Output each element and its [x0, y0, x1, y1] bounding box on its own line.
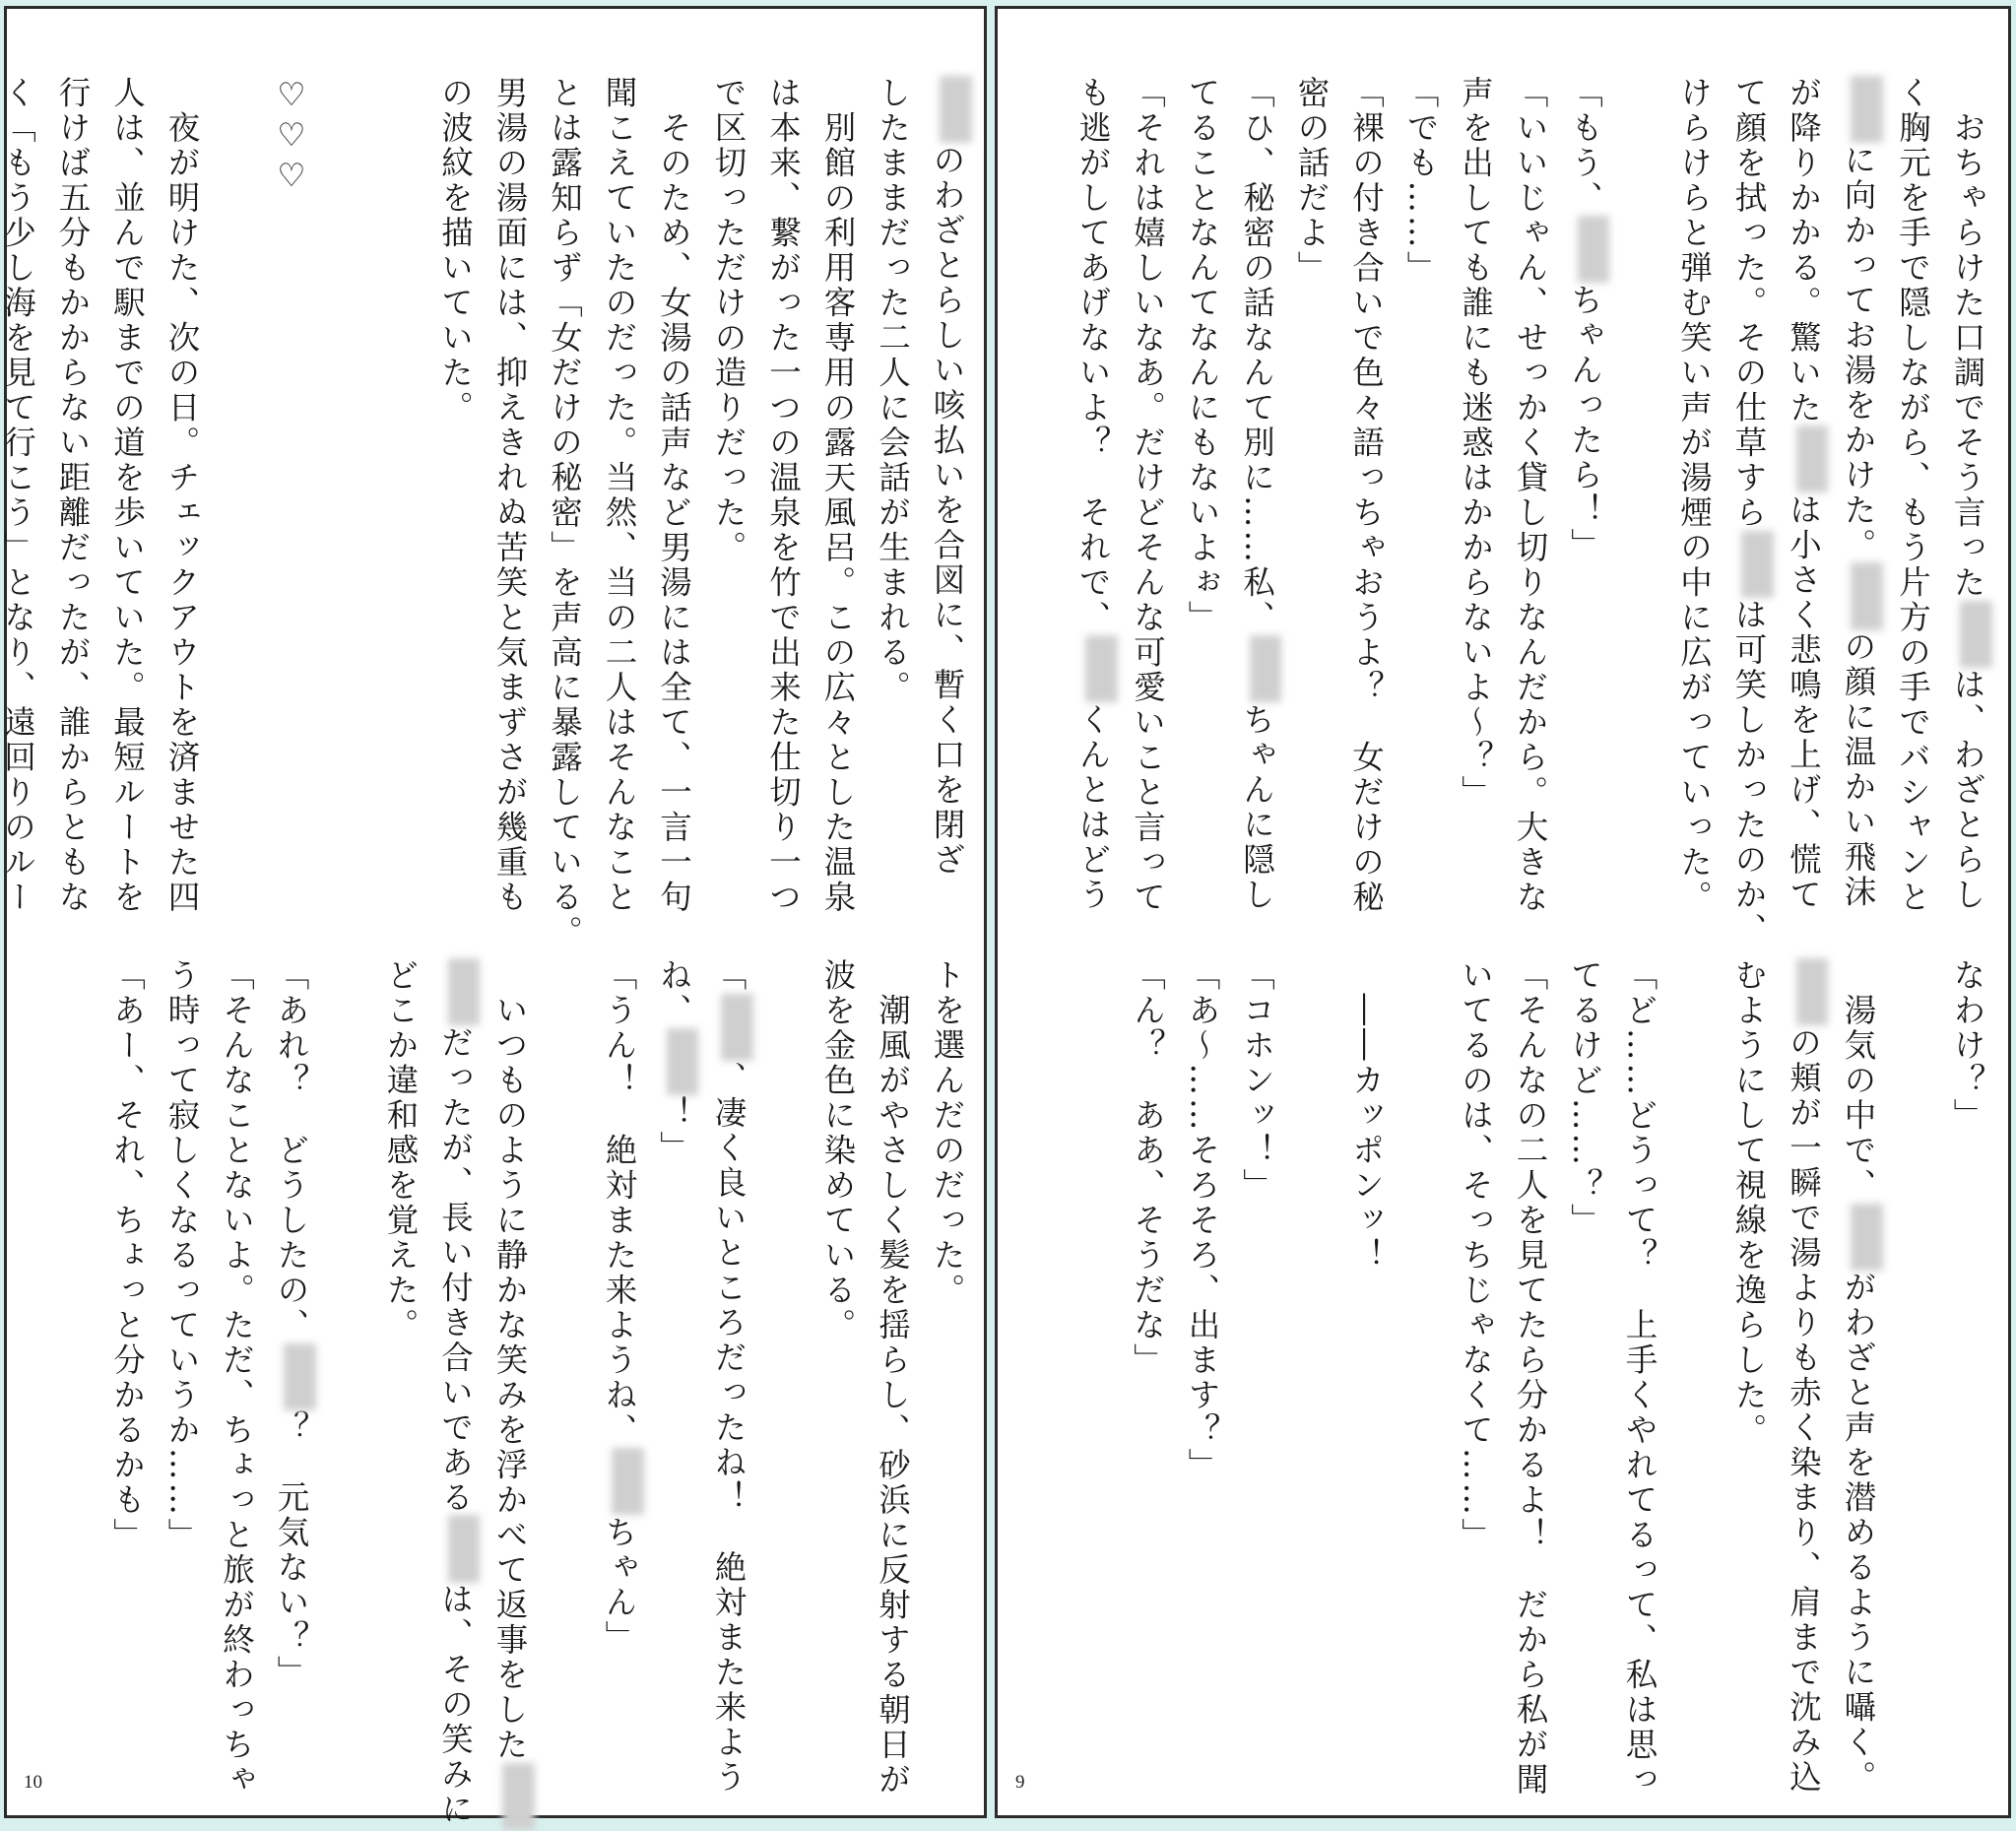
blank-line — [1284, 958, 1339, 1766]
text-line: 聞こえていたのだった。当然、当の二人はそんなこと — [601, 76, 638, 915]
text-line: 「あれ？ どうしたの、？ 元気ない？」 — [264, 958, 319, 1766]
redacted-name — [1578, 216, 1610, 283]
text-line: 行けば五分もかからない距離だったが、誰からともな — [54, 76, 92, 915]
text-line: 「そんなの二人を見てたら分かるよ！ だから私が聞 — [1512, 958, 1549, 1798]
text-line: は本来、繋がった一つの温泉を竹で出来た仕切り一つ — [764, 76, 803, 915]
text-line: ね、！」 — [646, 958, 701, 1766]
text-line: おちゃらけた口調でそう言ったは、わざとらし — [1940, 76, 1995, 883]
text-line: 湯気の中で、がわざと声を潜めるように囁く。 — [1831, 958, 1886, 1766]
page-number-right: 9 — [1015, 1772, 1025, 1793]
redacted-name — [448, 958, 481, 1025]
text-line: 夜が明けた、次の日。チェックアウトを済ませた四 — [163, 76, 201, 915]
text-line: てることなんてなんにもないよぉ」 — [1184, 76, 1221, 635]
text-line: どこか違和感を覚えた。 — [382, 958, 420, 1343]
redacted-name — [1741, 531, 1774, 598]
text-line: く胸元を手で隠しながら、もう片方の手でバシャンと — [1894, 76, 1932, 915]
left-page-top-text — [0, 76, 974, 950]
text-line: 「あー、それ、ちょっと分かるかも」 — [108, 958, 147, 1553]
page-number-left: 10 — [24, 1772, 42, 1793]
text-line: 男湯の湯面には、抑えきれぬ苦笑と気まずさが幾重も — [491, 76, 529, 915]
text-line: 潮風がやさしく髪を揺らし、砂浜に反射する朝日が — [874, 958, 912, 1798]
blank-line — [537, 958, 592, 1766]
text-line: 「でも……」 — [1402, 76, 1440, 286]
text-line: が降りかかる。驚いたは小さく悲鳴を上げ、慌て — [1776, 76, 1831, 883]
text-line: 「うん！ 絶対また来ようね、ちゃん」 — [592, 958, 647, 1766]
blank-line — [318, 958, 373, 1766]
text-line: 人は、並んで駅までの道を歩いていた。最短ルートを — [108, 76, 147, 915]
redacted-name — [1796, 425, 1829, 492]
text-line: そのため、女湯の話声など男湯には全て、一言一句 — [655, 76, 693, 915]
text-line: 「、凄く良いところだったね！ 絶対また来よう — [701, 958, 756, 1766]
blank-line — [318, 76, 373, 883]
blank-line — [209, 76, 264, 883]
text-line: 「ん？ ああ、そうだな」 — [1129, 958, 1167, 1378]
text-line: く「もう少し海を見て行こう」となり、遠回りのルー — [0, 76, 37, 915]
text-line: 波を金色に染めている。 — [819, 958, 857, 1343]
text-line: けらけらと弾む笑い声が湯煙の中に広がっていった。 — [1675, 76, 1714, 915]
redacted-name — [940, 76, 972, 143]
text-line: の頬が一瞬で湯よりも赤く染まり、肩まで沈み込 — [1776, 958, 1831, 1766]
text-line: 「あ～……そろそろ、出ます？」 — [1184, 958, 1221, 1483]
text-line: ――カッポンッ！ — [1347, 958, 1386, 1274]
blank-line — [1666, 958, 1722, 1766]
redacted-name — [284, 1343, 316, 1410]
redacted-name — [502, 1763, 535, 1830]
right-page-bottom-text — [1019, 958, 1994, 1798]
text-line: 「いいじゃん、せっかく貸し切りなんだから。大きな — [1512, 76, 1549, 915]
text-line: 「ど……どうって？ 上手くやれてるって、私は思っ — [1621, 958, 1658, 1798]
text-line: も逃がしてあげないよ？ それで、くんとはどう — [1066, 76, 1121, 883]
blank-line — [1612, 76, 1667, 883]
right-page-top-text — [1019, 76, 1994, 948]
text-line: のわざとらしい咳払いを合図に、暫く口を閉ざ — [920, 76, 975, 883]
blank-line — [1394, 958, 1449, 1766]
text-line: 声を出しても誰にも迷惑はかからないよ～？」 — [1457, 76, 1495, 811]
text-line: むようにして視線を逸らした。 — [1730, 958, 1768, 1448]
text-line: 「もう、ちゃんったら！」 — [1557, 76, 1612, 883]
redacted-name — [1851, 562, 1883, 629]
redacted-name — [721, 994, 753, 1061]
redacted-name — [1250, 635, 1282, 702]
text-line: で区切っただけの造りだった。 — [710, 76, 748, 565]
redacted-name — [448, 1515, 481, 1582]
text-line: とは露知らず「女だけの秘密」を声高に暴露している。 — [546, 76, 584, 950]
text-line: に向かってお湯をかけた。の顔に温かい飛沫 — [1831, 76, 1886, 883]
right-page — [995, 6, 2011, 1818]
redacted-name — [1851, 1204, 1883, 1271]
redacted-name — [1085, 635, 1118, 702]
blank-line — [373, 76, 428, 883]
text-line: 「ひ、秘密の話なんて別に……私、ちゃんに隠し — [1229, 76, 1284, 883]
text-line: だったが、長い付き合いであるは、その笑みに — [427, 958, 483, 1766]
text-line: の波紋を描いていた。 — [436, 76, 475, 425]
text-line: て顔を拭った。その仕草すらは可笑しかったのか、 — [1722, 76, 1777, 883]
text-line: 「コホンッ！」 — [1238, 958, 1276, 1204]
redacted-name — [1851, 76, 1883, 143]
redacted-name — [667, 1028, 699, 1095]
text-line: いてるのは、そっちじゃなくて……」 — [1457, 958, 1495, 1553]
text-line: したままだった二人に会話が生まれる。 — [874, 76, 912, 705]
text-line: 「裸の付き合いで色々語っちゃおうよ？ 女だけの秘 — [1347, 76, 1386, 915]
text-line: てるけど……？」 — [1566, 958, 1604, 1238]
text-line: 「そんなことないよ。ただ、ちょっと旅が終わっちゃ — [218, 958, 256, 1798]
text-line: 「それは嬉しいなあ。だけどそんな可愛いこと言って — [1129, 76, 1167, 915]
redacted-name — [1960, 601, 1992, 668]
text-line: う時って寂しくなるっていうか……」 — [163, 958, 201, 1553]
text-line: 密の話だよ」 — [1293, 76, 1331, 286]
redacted-name — [1796, 958, 1829, 1025]
text-line: 別館の利用客専用の露天風呂。この広々とした温泉 — [819, 76, 857, 915]
blank-line — [755, 958, 811, 1766]
text-line: トを選んだのだった。 — [929, 958, 966, 1308]
text-line: いつものように静かな笑みを浮かべて返事をした — [483, 958, 538, 1766]
text-line: なわけ？」 — [1949, 958, 1986, 1134]
blank-line — [1885, 958, 1940, 1766]
left-page — [0, 6, 987, 1827]
text-line: ♡♡♡ — [273, 76, 310, 197]
redacted-name — [612, 1448, 644, 1515]
